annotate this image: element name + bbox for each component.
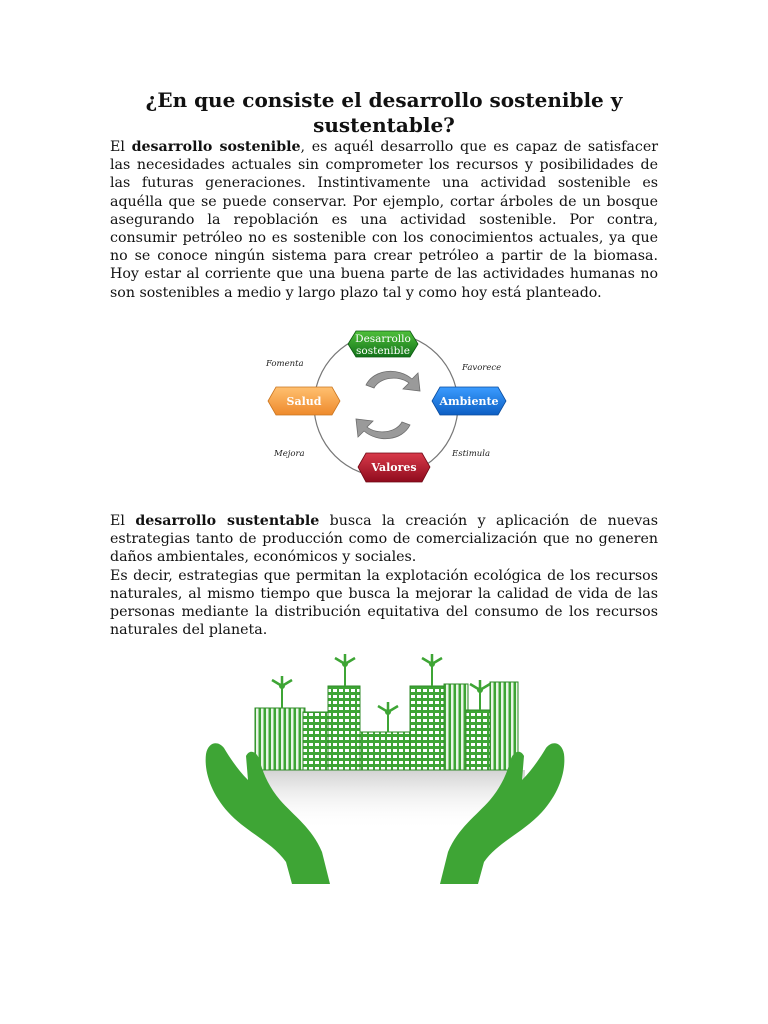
label-estimula: Estimula xyxy=(452,449,491,459)
document-page xyxy=(110,88,658,302)
green-city-in-hands-icon xyxy=(200,652,570,884)
label-mejora: Mejora xyxy=(274,449,305,459)
label-favorece: Favorece xyxy=(462,363,502,373)
node-valores xyxy=(358,453,430,482)
node-top-line2: sostenible xyxy=(356,345,410,357)
label-fomenta: Fomenta xyxy=(266,359,304,369)
para2-lead: El xyxy=(110,513,136,529)
node-left-label: Salud xyxy=(286,395,322,408)
term-desarrollo-sustentable: desarrollo sustentable xyxy=(135,513,320,529)
page-title: ¿En que consiste el desarrollo sostenible y sustentable? xyxy=(145,88,623,137)
node-bottom-label: Valores xyxy=(371,461,417,474)
cycle-diagram xyxy=(262,325,510,490)
node-desarrollo-sostenible xyxy=(348,331,418,357)
cycle-arrows-icon xyxy=(356,371,420,438)
green-city-illustration xyxy=(200,652,570,884)
node-top-line1: Desarrollo xyxy=(355,333,411,345)
node-right-label: Ambiente xyxy=(439,395,499,408)
section-sustentable xyxy=(110,512,658,639)
paragraph-sustentable xyxy=(110,512,658,567)
paragraph-es-decir: Es decir, estrategias que permitan la explotación ecológica de los recursos naturales, al mismo tiempo que busca la mejorar la calidad de vida de las personas mediante la distribución equitativa del consumo de los recursos naturales del planeta. xyxy=(110,567,658,639)
term-desarrollo-sostenible: desarrollo sostenible xyxy=(131,139,301,155)
city-buildings xyxy=(255,682,518,770)
para1-lead: El xyxy=(110,139,132,155)
paragraph-sostenible xyxy=(110,138,658,302)
para2-text: busca la creación y aplicación de nuevas estrategias tanto de producción como de comercialización que no generen daños ambientales, económicos y sociales. xyxy=(110,513,658,566)
para1-text: , es aquél desarrollo que es capaz de satisfacer las necesidades actuales sin comprometer los recursos y posibilidades de las futuras generaciones. Instintivamente una actividad sostenible es aquélla que se puede conservar. Por ejemplo, cortar árboles de un bosque asegurando la repoblación es una actividad sostenible. Por contra, consumir petróleo no es sostenible con los conocimientos actuales, ya que no se conoce ningún sistema para crear petróleo a partir de la biomasa. Hoy estar al corriente que una buena parte de las actividades humanas no son sostenibles a medio y largo plazo tal y como hoy está planteado. xyxy=(110,139,658,301)
node-ambiente xyxy=(432,387,506,415)
node-salud xyxy=(268,387,340,415)
